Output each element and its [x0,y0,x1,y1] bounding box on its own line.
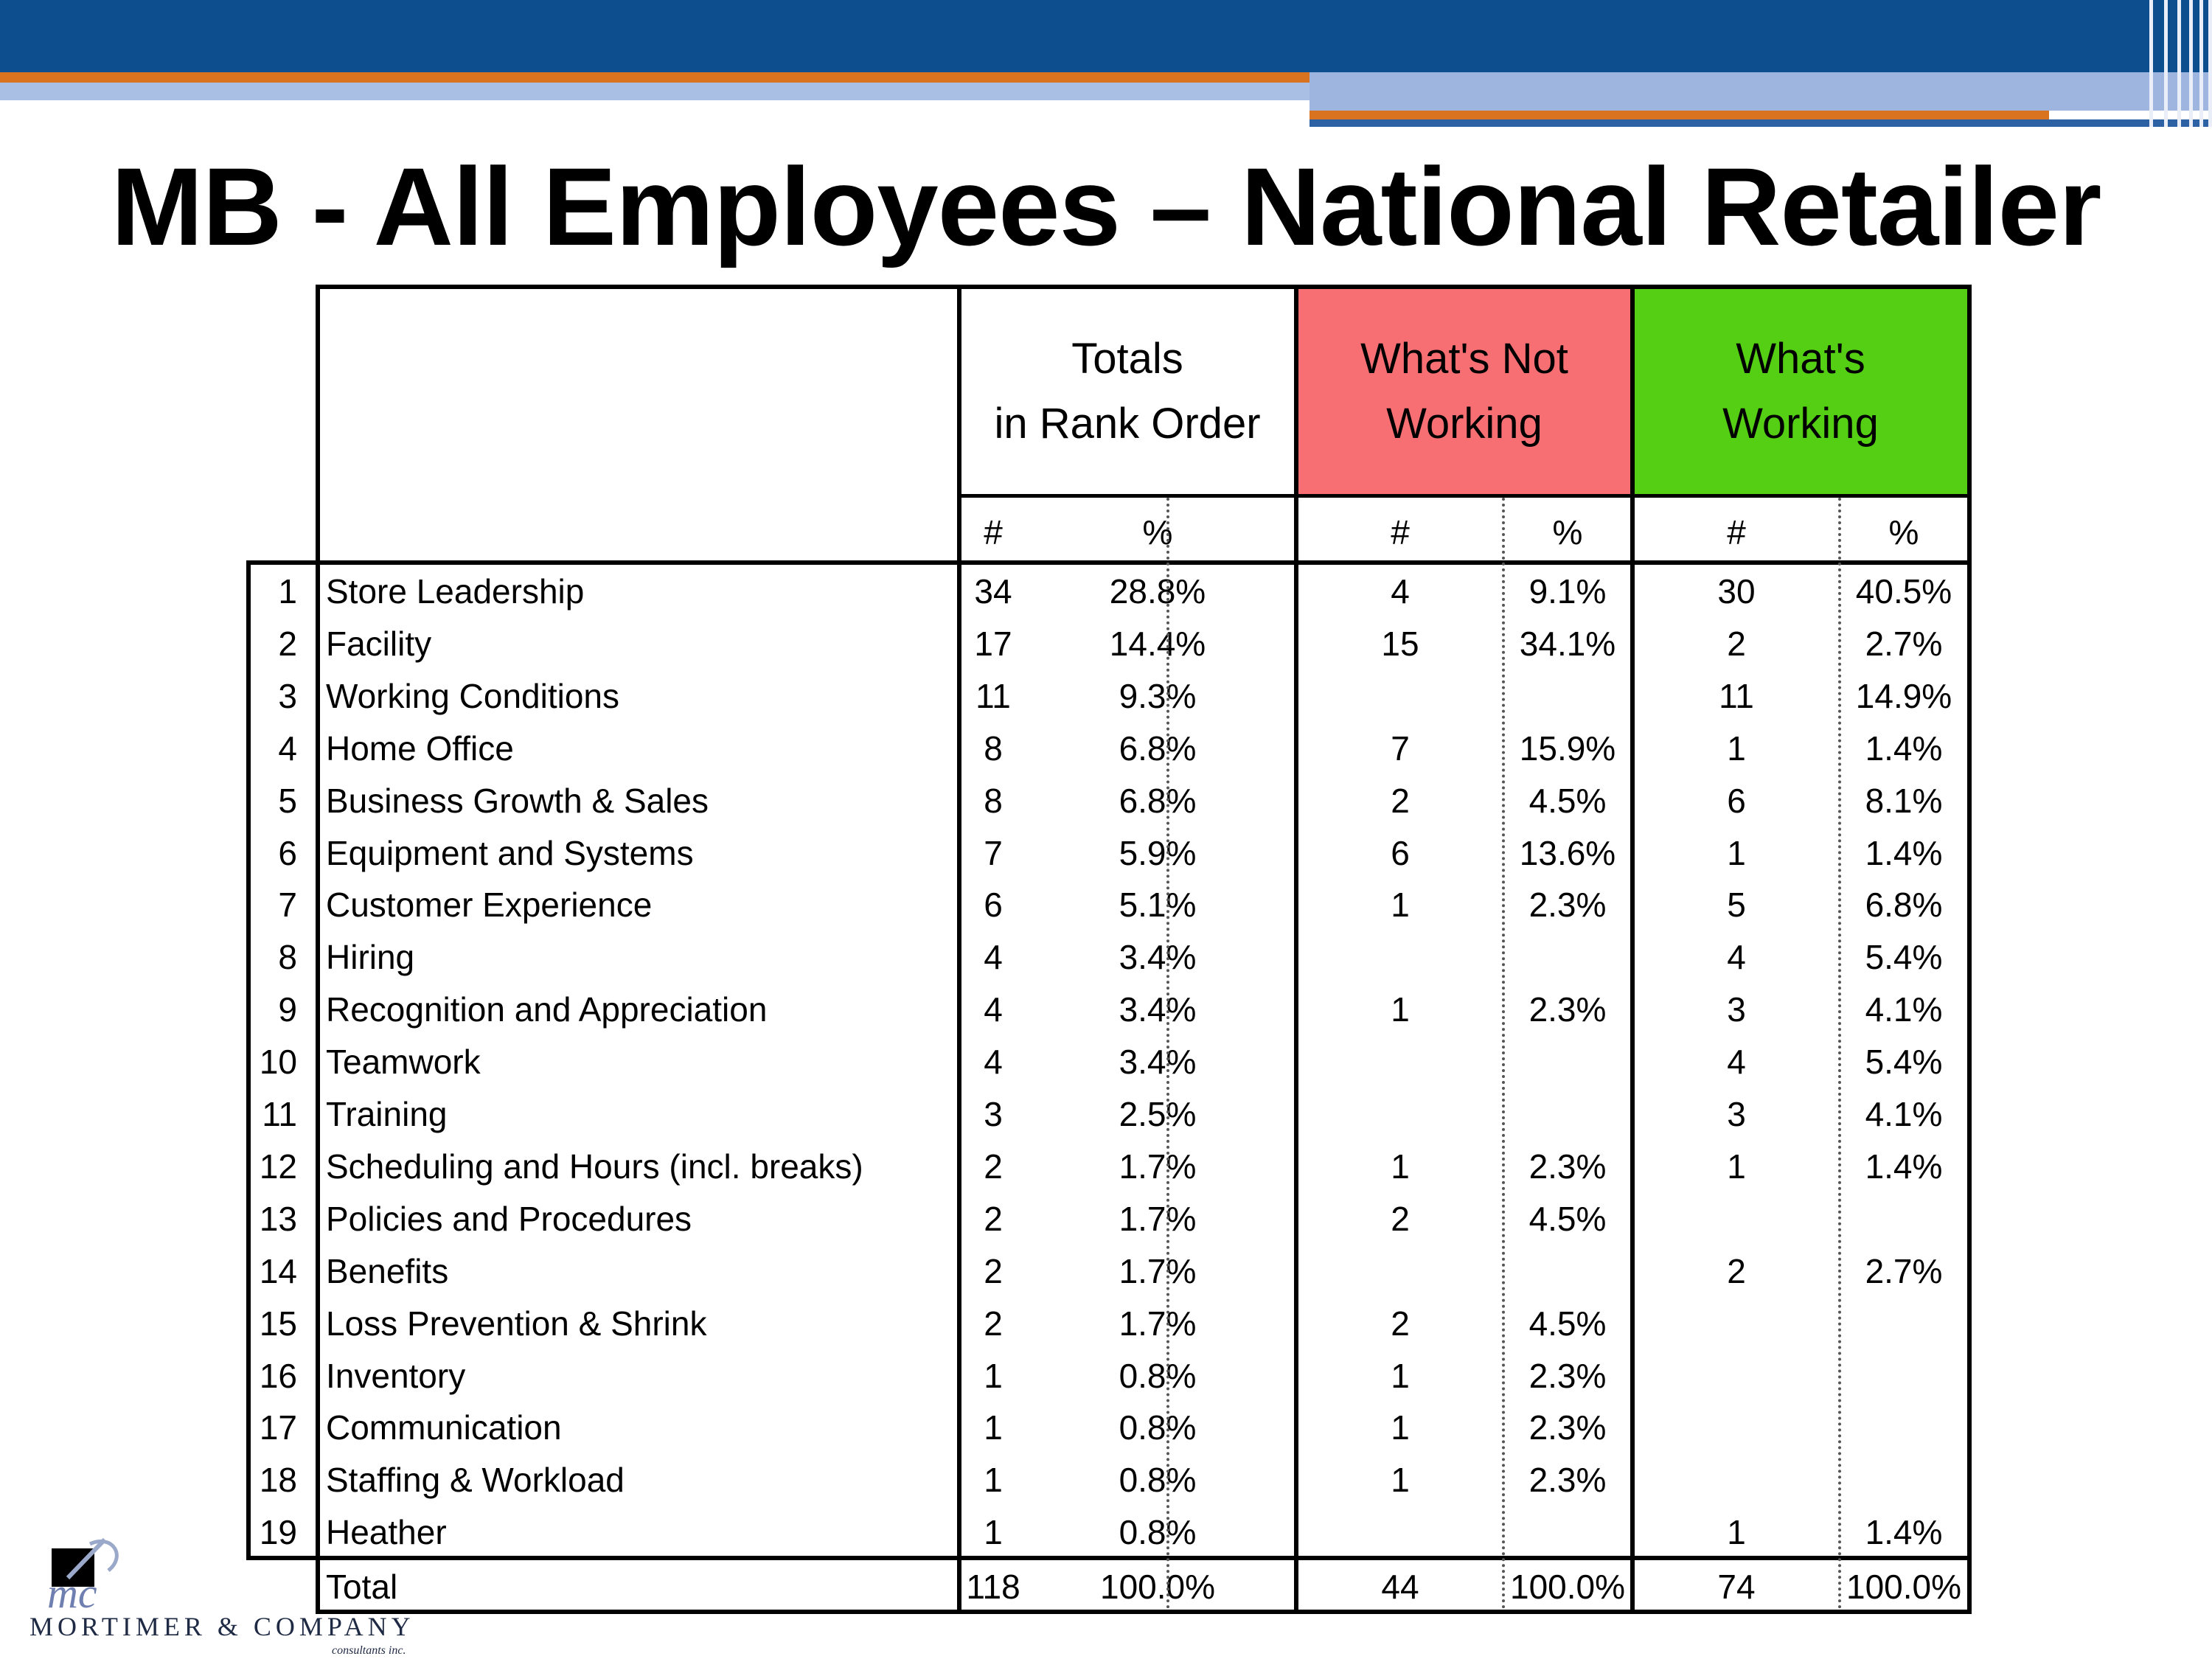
row-category: Home Office [326,728,514,768]
subheader-working-count: # [1727,513,1746,552]
header-totals-line1: Totals [1071,335,1183,383]
row-working-percent: 5.4% [1865,938,1943,977]
row-not-working-percent: 4.5% [1528,781,1607,820]
row-working-percent: 14.9% [1855,676,1952,715]
row-working-percent [1830,1298,1978,1350]
row-not-working-count: 2 [1391,1199,1410,1238]
row-working-percent [1830,1350,1978,1402]
row-rank: 18 [259,1461,297,1500]
row-totals-count: 17 [974,624,1012,663]
row-not-working-percent: 13.6% [1519,833,1616,872]
row-working-count: 30 [1717,572,1756,611]
row-rank: 19 [259,1513,297,1552]
table-row [0,1088,2212,1141]
header-divider [959,494,1972,498]
row-rank: 10 [259,1043,297,1082]
row-category: Customer Experience [326,886,653,925]
working-left-border [1630,285,1635,1614]
row-not-working-count: 6 [1391,833,1410,872]
row-working-count [1663,1193,1810,1245]
row-category: Scheduling and Hours (incl. breaks) [326,1147,863,1186]
total-working-percent: 100.0% [1846,1568,1961,1606]
row-rank: 4 [278,728,297,768]
row-rank: 3 [278,676,297,715]
row-totals-count: 1 [984,1356,1003,1395]
totals-left-border [957,285,961,1614]
row-not-working-percent: 2.3% [1528,1461,1607,1500]
row-working-count [1663,1298,1810,1350]
row-rank: 9 [278,990,297,1029]
row-not-working-percent: 15.9% [1519,728,1616,768]
table-right-border [1967,285,1972,1614]
row-not-working-percent: 9.1% [1528,572,1607,611]
row-working-count: 1 [1727,728,1746,768]
row-totals-percent: 1.7% [1119,1304,1197,1343]
rank-left-border [246,560,251,1560]
row-category: Loss Prevention & Shrink [326,1304,707,1343]
header-working [1632,327,1969,456]
row-totals-count: 34 [974,572,1012,611]
row-working-count [1663,1402,1810,1454]
row-working-count: 2 [1727,624,1746,663]
row-working-percent: 1.4% [1865,728,1943,768]
row-not-working-percent: 34.1% [1519,624,1616,663]
row-not-working-percent: 2.3% [1528,1356,1607,1395]
header-totals-line2: in Rank Order [994,400,1261,448]
row-not-working-percent [1494,1036,1641,1088]
subheader-working-percent: % [1888,513,1919,552]
total-working-count: 74 [1717,1568,1756,1606]
total-not-working-percent: 100.0% [1509,1568,1625,1606]
row-totals-count: 8 [984,728,1003,768]
row-rank: 6 [278,833,297,872]
row-totals-count: 7 [984,833,1003,872]
logo-monogram: mc [47,1569,97,1617]
table-row [0,984,2212,1036]
row-not-working-percent: 4.5% [1528,1304,1607,1343]
total-totals-percent: 100.0% [1099,1568,1215,1606]
row-working-percent: 4.1% [1865,990,1943,1029]
table-row [0,1454,2212,1506]
row-not-working-count: 1 [1391,1461,1410,1500]
table-row [0,1298,2212,1350]
row-working-count: 4 [1727,1043,1746,1082]
table-row [0,1245,2212,1298]
table-row [0,618,2212,670]
header-working-line1: What's [1736,335,1865,383]
row-not-working-count: 1 [1391,990,1410,1029]
totals-inner-divider [1166,498,1169,1610]
row-totals-count: 8 [984,781,1003,820]
row-rank: 11 [262,1095,297,1133]
row-working-count: 1 [1727,1513,1746,1552]
subheader-totals-percent: % [1142,513,1173,552]
row-rank: 12 [259,1147,297,1186]
row-working-percent: 1.4% [1865,833,1943,872]
row-totals-percent: 28.8% [1109,572,1206,611]
row-not-working-count [1326,1506,1474,1559]
row-not-working-count [1326,1088,1474,1141]
row-totals-percent: 2.5% [1119,1095,1197,1133]
total-totals-count: 118 [966,1568,1020,1606]
table-bottom-border [316,1610,1972,1614]
row-working-percent: 1.4% [1865,1513,1943,1552]
row-totals-percent: 9.3% [1119,676,1197,715]
header-working-line2: Working [1722,400,1879,448]
table-row [0,931,2212,984]
row-not-working-count [1326,670,1474,723]
row-totals-percent: 0.8% [1119,1356,1197,1395]
row-totals-percent: 3.4% [1119,938,1197,977]
row-working-percent [1830,1402,1978,1454]
row-working-percent: 2.7% [1865,624,1943,663]
row-not-working-percent [1494,1088,1641,1141]
row-working-percent: 6.8% [1865,886,1943,925]
row-totals-percent: 1.7% [1119,1147,1197,1186]
row-category: Teamwork [326,1043,481,1082]
row-category: Recognition and Appreciation [326,990,768,1029]
table-row [0,879,2212,931]
table-row [0,1193,2212,1245]
row-totals-percent: 0.8% [1119,1408,1197,1447]
row-rank: 5 [278,781,297,820]
row-category: Communication [326,1408,562,1447]
row-working-count: 3 [1727,990,1746,1029]
row-working-count: 11 [1719,676,1754,715]
row-not-working-count: 7 [1391,728,1410,768]
row-not-working-count: 1 [1391,886,1410,925]
row-working-count: 4 [1727,938,1746,977]
row-not-working-percent: 2.3% [1528,1147,1607,1186]
row-not-working-count [1326,931,1474,984]
row-totals-count: 3 [984,1095,1003,1133]
row-totals-percent: 1.7% [1119,1199,1197,1238]
row-not-working-count: 1 [1391,1408,1410,1447]
row-totals-percent: 5.9% [1119,833,1197,872]
row-working-count: 6 [1727,781,1746,820]
logo-company-name: MORTIMER & COMPANY [29,1612,415,1641]
row-category: Inventory [326,1356,466,1395]
row-category: Policies and Procedures [326,1199,692,1238]
row-working-percent: 1.4% [1865,1147,1943,1186]
total-not-working-count: 44 [1381,1568,1419,1606]
table-row [0,670,2212,723]
row-not-working-percent [1494,931,1641,984]
row-not-working-percent: 2.3% [1528,990,1607,1029]
row-not-working-count [1326,1036,1474,1088]
row-totals-count: 2 [984,1251,1003,1290]
row-category: Store Leadership [326,572,585,611]
table-row [0,1141,2212,1193]
row-rank: 13 [259,1199,297,1238]
total-top-border [246,1556,1972,1560]
row-category: Working Conditions [326,676,620,715]
row-totals-count: 2 [984,1304,1003,1343]
row-working-count: 2 [1727,1251,1746,1290]
row-not-working-percent [1494,1506,1641,1559]
row-totals-count: 2 [984,1199,1003,1238]
row-totals-percent: 0.8% [1119,1461,1197,1500]
subheader-totals-count: # [984,513,1003,552]
row-not-working-count: 2 [1391,781,1410,820]
row-totals-percent: 0.8% [1119,1513,1197,1552]
row-totals-count: 1 [984,1408,1003,1447]
subheader-not-working-percent: % [1552,513,1583,552]
page-title: MB - All Employees – National Retailer [111,145,2101,268]
row-totals-count: 1 [984,1461,1003,1500]
row-not-working-count: 15 [1381,624,1419,663]
row-category: Training [326,1095,448,1133]
not-working-inner-divider [1502,498,1505,1610]
row-working-percent: 8.1% [1865,781,1943,820]
row-category: Facility [326,624,432,663]
row-totals-count: 4 [984,990,1003,1029]
category-left-border [316,285,320,1614]
row-working-percent: 2.7% [1865,1251,1943,1290]
row-working-percent: 40.5% [1855,572,1952,611]
row-not-working-count: 4 [1391,572,1410,611]
table-row [0,827,2212,880]
mc-logo-icon [38,1534,142,1622]
header-not-working-line2: Working [1386,400,1543,448]
row-category: Equipment and Systems [326,833,694,872]
row-not-working-count: 1 [1391,1147,1410,1186]
row-not-working-percent: 2.3% [1528,1408,1607,1447]
table-top-border [316,285,1972,289]
row-totals-percent: 3.4% [1119,990,1197,1029]
row-totals-count: 4 [984,1043,1003,1082]
row-not-working-count [1326,1245,1474,1298]
table-row [0,1036,2212,1088]
row-working-count: 1 [1727,1147,1746,1186]
row-working-count: 5 [1727,886,1746,925]
row-rank: 2 [278,624,297,663]
table-row [0,1350,2212,1402]
table-row [0,723,2212,775]
row-working-count [1663,1350,1810,1402]
row-working-count: 1 [1727,833,1746,872]
table-row [0,775,2212,827]
logo-tagline: consultants inc. [332,1644,406,1657]
row-category: Staffing & Workload [326,1461,625,1500]
row-not-working-percent [1494,1245,1641,1298]
row-category: Business Growth & Sales [326,781,709,820]
row-working-count [1663,1454,1810,1506]
row-working-percent: 4.1% [1865,1095,1943,1133]
table-row [0,1402,2212,1454]
row-rank: 8 [278,938,297,977]
header-not-working-line1: What's Not [1360,335,1568,383]
row-totals-percent: 5.1% [1119,886,1197,925]
row-totals-percent: 14.4% [1109,624,1206,663]
row-not-working-count: 1 [1391,1356,1410,1395]
row-totals-count: 4 [984,938,1003,977]
header-totals [959,327,1296,456]
row-working-percent [1830,1454,1978,1506]
row-not-working-percent: 4.5% [1528,1199,1607,1238]
row-rank: 15 [259,1304,297,1343]
row-category: Benefits [326,1251,449,1290]
row-not-working-percent [1494,670,1641,723]
table-row [0,566,2212,618]
total-label: Total [326,1568,398,1606]
row-rank: 17 [259,1408,297,1447]
row-category: Heather [326,1513,447,1552]
row-totals-count: 2 [984,1147,1003,1186]
row-rank: 1 [278,572,297,611]
row-totals-count: 6 [984,886,1003,925]
row-not-working-count: 2 [1391,1304,1410,1343]
row-working-count: 3 [1727,1095,1746,1133]
row-not-working-percent: 2.3% [1528,886,1607,925]
subheader-not-working-count: # [1391,513,1410,552]
row-totals-percent: 1.7% [1119,1251,1197,1290]
row-totals-percent: 6.8% [1119,728,1197,768]
row-rank: 7 [278,886,297,925]
header-blank [319,288,959,563]
row-totals-percent: 6.8% [1119,781,1197,820]
header-not-working [1296,327,1632,456]
row-working-percent [1830,1193,1978,1245]
company-logo [15,1526,457,1659]
row-totals-percent: 3.4% [1119,1043,1197,1082]
row-totals-count: 1 [984,1513,1003,1552]
row-totals-count: 11 [975,676,1011,715]
not-working-left-border [1294,285,1298,1614]
row-working-percent: 5.4% [1865,1043,1943,1082]
header-bottom-border [246,560,1972,565]
row-category: Hiring [326,938,415,977]
row-rank: 16 [259,1356,297,1395]
row-rank: 14 [259,1251,297,1290]
working-inner-divider [1838,498,1841,1610]
